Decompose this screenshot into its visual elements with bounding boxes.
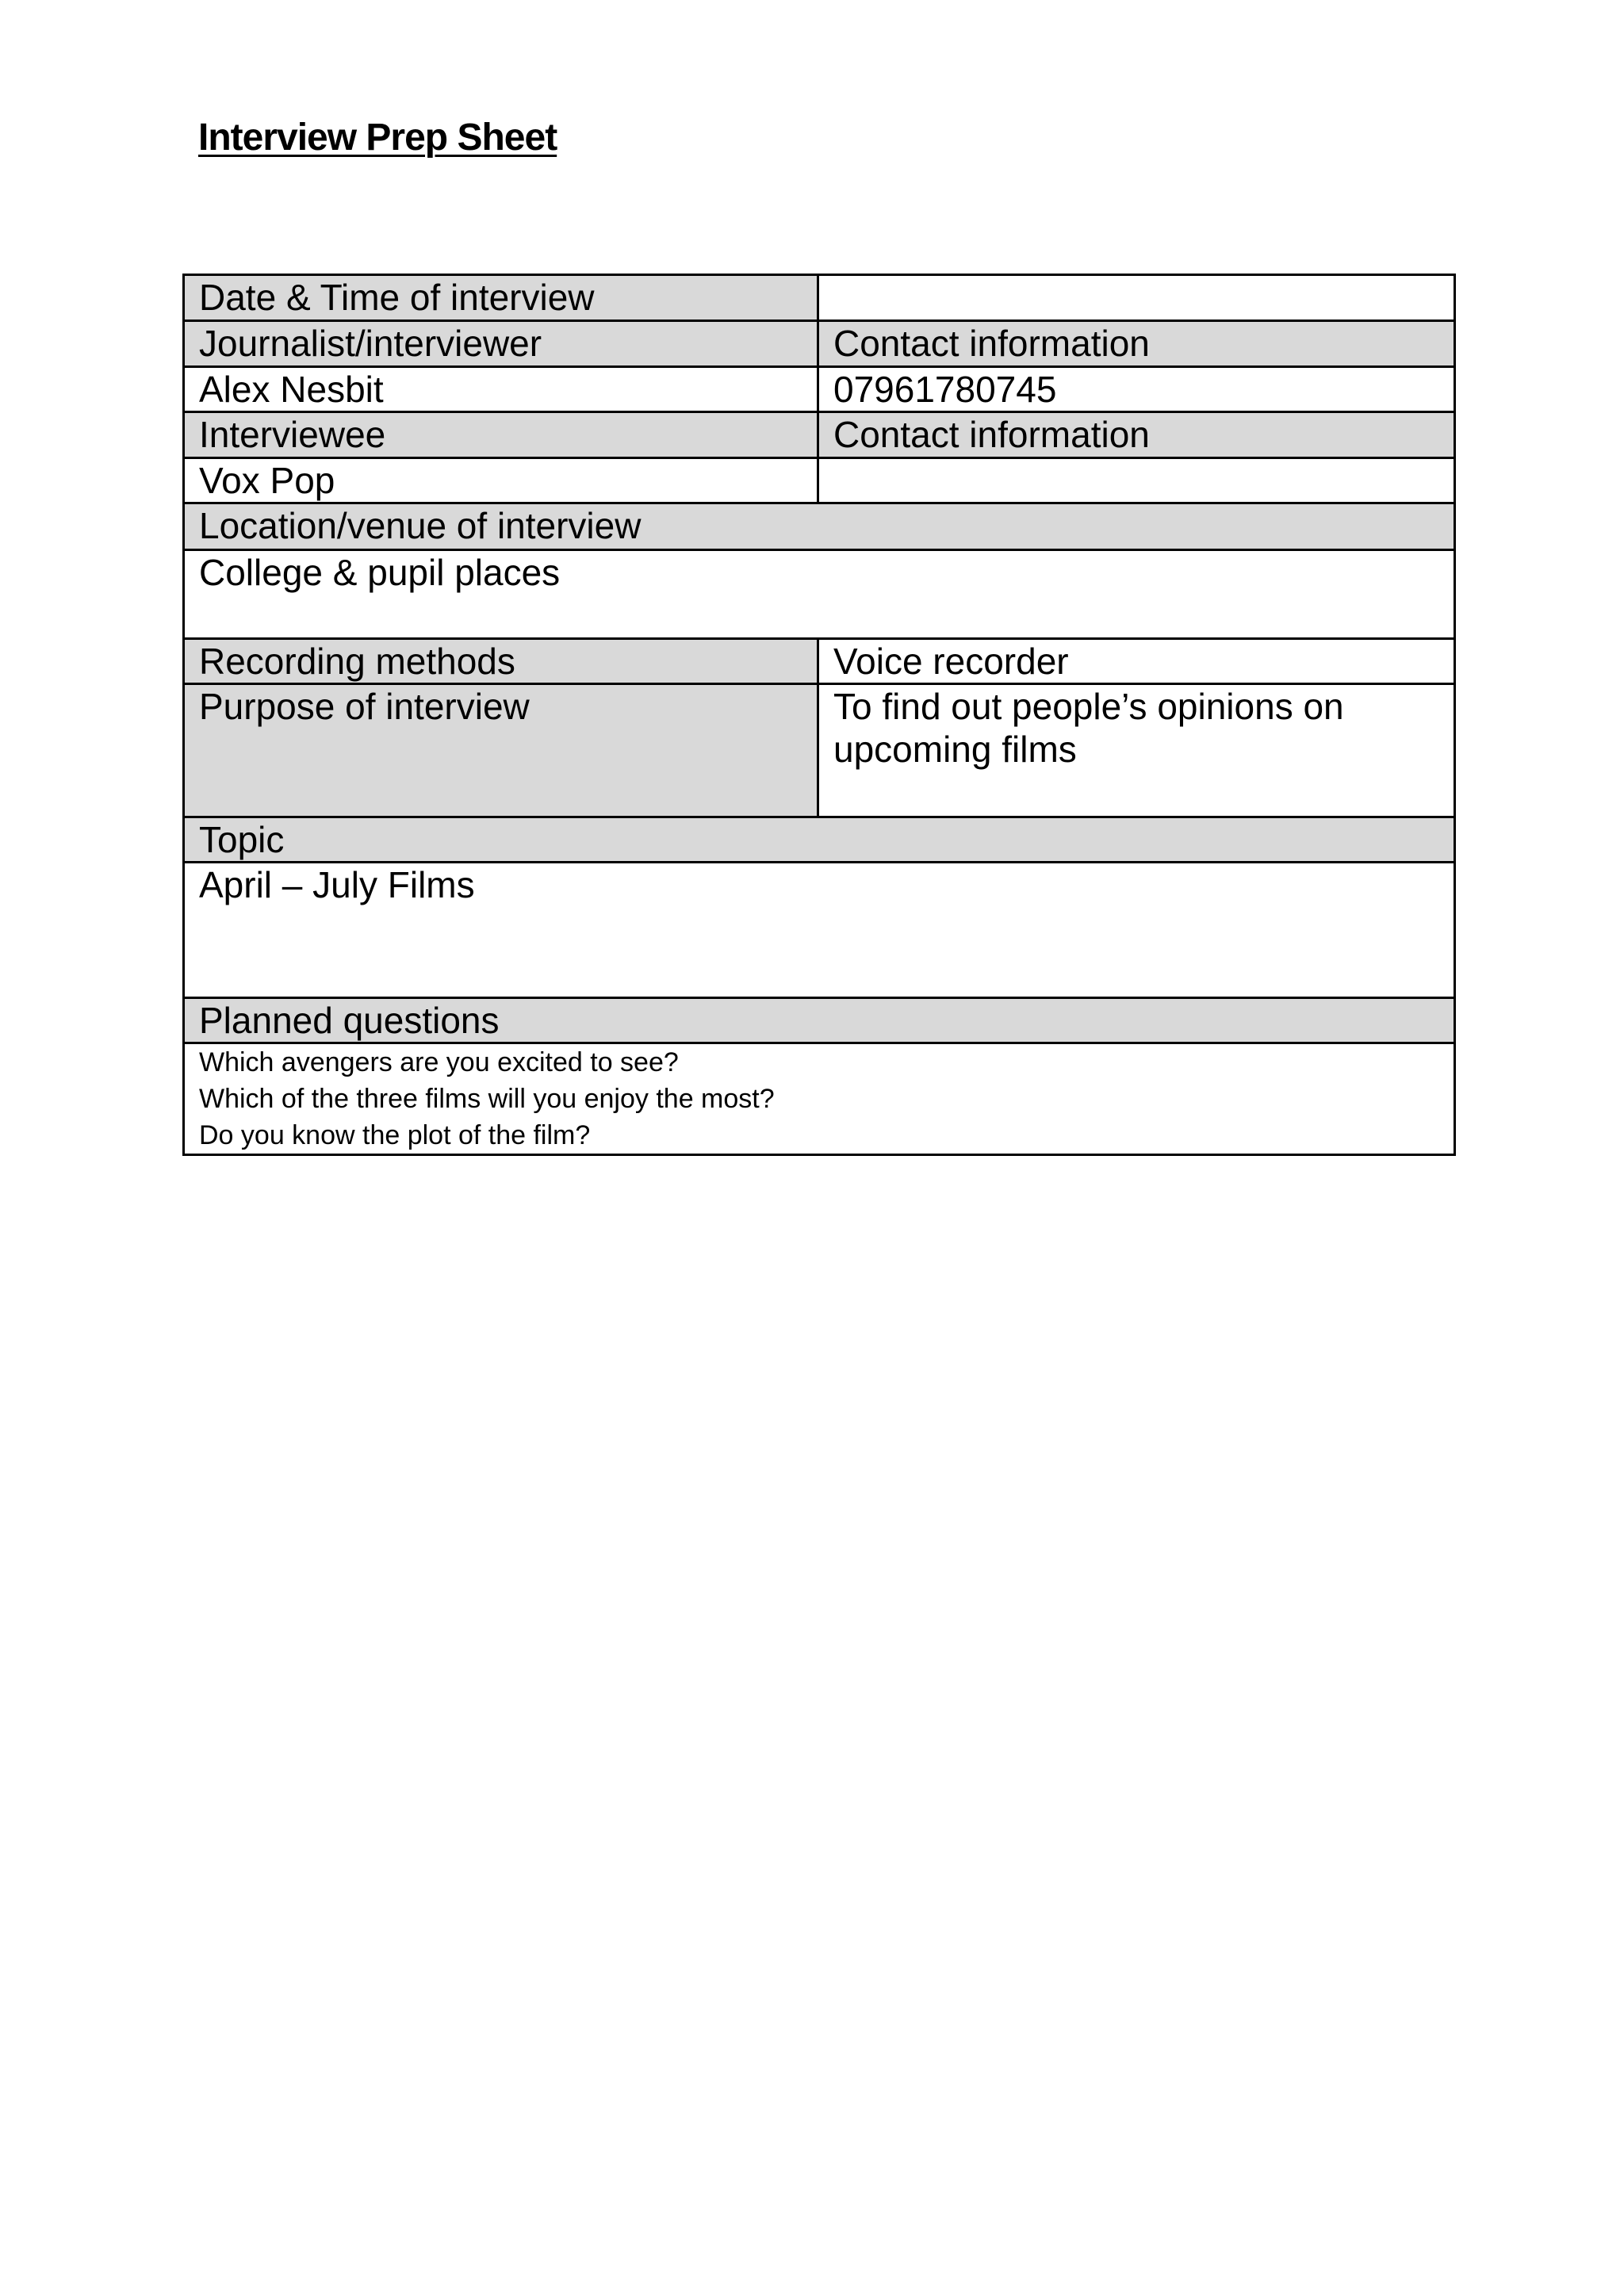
topic-label: Topic	[184, 817, 1455, 863]
page-title: Interview Prep Sheet	[198, 117, 557, 159]
table-row	[184, 817, 1455, 863]
location-value: College & pupil places	[184, 550, 1455, 639]
recording-label: Recording methods	[184, 639, 818, 684]
journalist-label: Journalist/interviewer	[184, 321, 818, 367]
table-row	[184, 367, 1455, 412]
topic-value: April – July Films	[184, 863, 1455, 998]
purpose-label: Purpose of interview	[184, 684, 818, 817]
table-row	[184, 412, 1455, 458]
interviewee-contact-label: Contact information	[818, 412, 1455, 458]
table-row	[184, 684, 1455, 817]
purpose-value: To find out people’s opinions on upcoming films	[818, 684, 1455, 817]
planned-questions-list	[184, 1043, 1455, 1155]
table-row	[184, 550, 1455, 639]
question-item: Which avengers are you excited to see?	[199, 1047, 679, 1077]
interviewee-label: Interviewee	[184, 412, 818, 458]
journalist-contact-label: Contact information	[818, 321, 1455, 367]
table-row	[184, 458, 1455, 503]
question-item: Do you know the plot of the film?	[199, 1120, 591, 1150]
interview-prep-table	[182, 274, 1456, 1156]
table-row	[184, 321, 1455, 367]
table-row	[184, 639, 1455, 684]
question-item: Which of the three films will you enjoy the most?	[199, 1084, 775, 1114]
recording-value: Voice recorder	[818, 639, 1455, 684]
date-time-label: Date & Time of interview	[184, 275, 818, 321]
table-row	[184, 1043, 1455, 1155]
location-label: Location/venue of interview	[184, 503, 1455, 550]
planned-questions-label: Planned questions	[184, 998, 1455, 1043]
interviewee-contact	[818, 458, 1455, 503]
date-time-value	[818, 275, 1455, 321]
journalist-name: Alex Nesbit	[184, 367, 818, 412]
table-row	[184, 863, 1455, 998]
table-row	[184, 275, 1455, 321]
journalist-contact: 07961780745	[818, 367, 1455, 412]
table-row	[184, 998, 1455, 1043]
table-row	[184, 503, 1455, 550]
interviewee-name: Vox Pop	[184, 458, 818, 503]
